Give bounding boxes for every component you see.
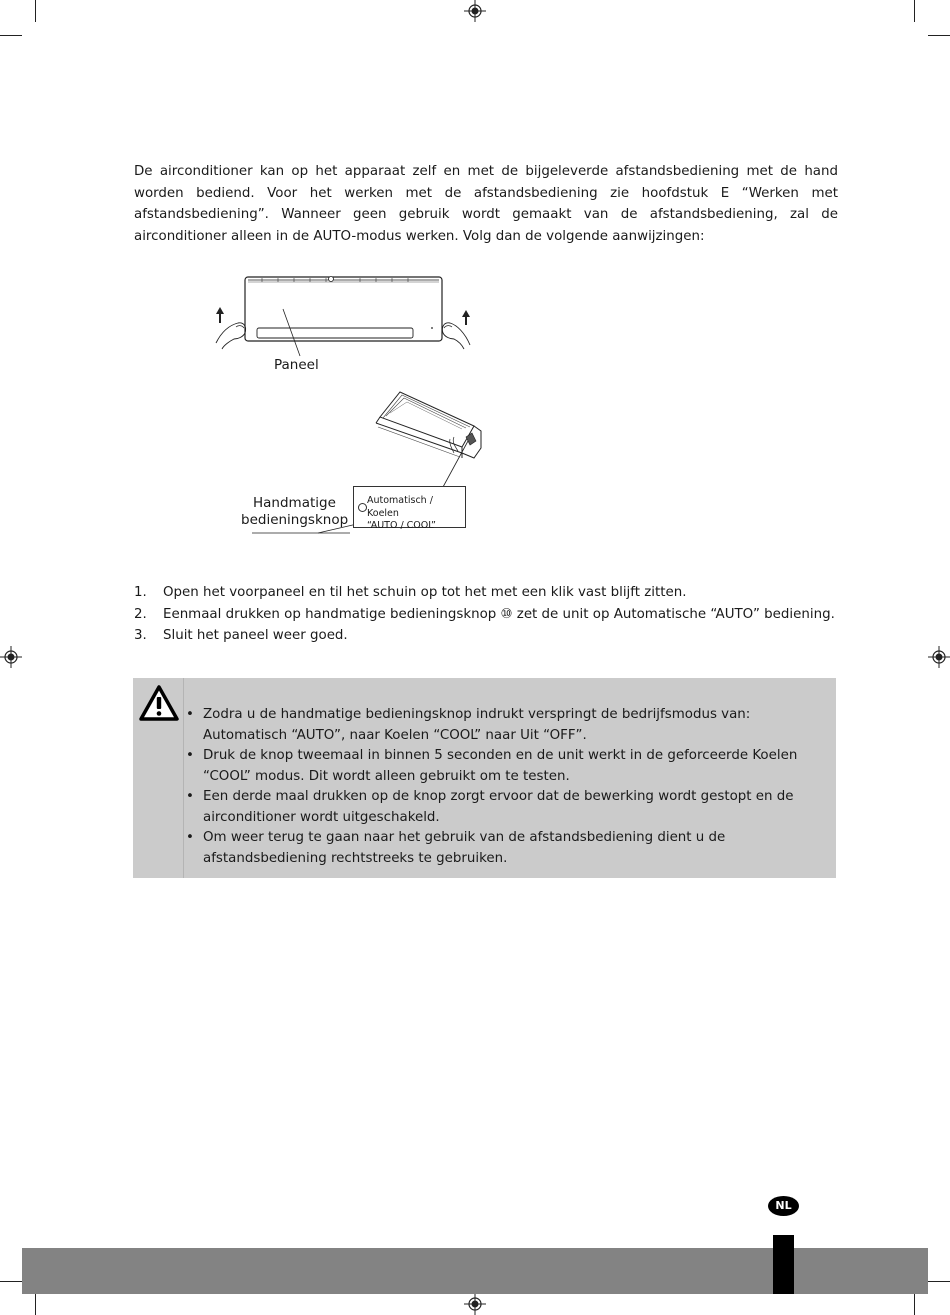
registration-mark-icon bbox=[464, 1293, 486, 1315]
warning-list bbox=[186, 705, 826, 869]
panel-label: Paneel bbox=[274, 357, 319, 373]
list-item bbox=[134, 582, 840, 604]
crop-mark bbox=[35, 1293, 36, 1315]
step-number: 2. bbox=[134, 606, 147, 622]
list-item: • Om weer terug te gaan naar het gebruik van de afstandsbediening dient u de afstandsbediening rechtstreeks te gebruiken. bbox=[186, 828, 826, 869]
step-text: Eenmaal drukken op handmatige bedieningsknop ⑩ zet de unit op Automatische “AUTO” bediening. bbox=[163, 606, 835, 622]
step-number: 3. bbox=[134, 628, 147, 644]
list-item: • Zodra u de handmatige bedieningsknop indrukt verspringt de bedrijfsmodus van: Automatisch “AUTO”, naar Koelen “COOL” naar Uit “OFF”. bbox=[186, 705, 826, 746]
step-number: 1. bbox=[134, 585, 147, 600]
crop-mark bbox=[928, 1281, 950, 1282]
registration-mark-icon bbox=[0, 646, 22, 668]
list-item: • Een derde maal drukken op de knop zorgt ervoor dat de bewerking wordt gestopt en de airconditioner wordt uitgeschakeld. bbox=[186, 787, 826, 828]
warning-triangle-icon bbox=[138, 684, 180, 722]
manual-button-label-line1: Handmatige bbox=[253, 495, 336, 511]
crop-mark bbox=[914, 1293, 915, 1315]
manual-button-label-line2: bedieningsknop bbox=[241, 512, 349, 528]
auto-cool-callout bbox=[353, 486, 466, 531]
list-item: • Druk de knop tweemaal in binnen 5 seconden en de unit werkt in de geforceerde Koelen “COOL” modus. Dit wordt alleen gebruikt om te testen. bbox=[186, 746, 826, 787]
language-badge: NL bbox=[768, 1196, 799, 1216]
crop-mark bbox=[0, 35, 22, 36]
callout-line1: Automatisch / Koelen bbox=[367, 495, 433, 519]
crop-mark bbox=[914, 0, 915, 22]
step-text: Open het voorpaneel en til het schuin op tot het met een klik vast blijft zitten. bbox=[163, 585, 687, 600]
registration-mark-icon bbox=[464, 0, 486, 22]
callout-line2: “AUTO / COOL” bbox=[367, 520, 436, 531]
footer-tab-marker bbox=[773, 1235, 794, 1294]
warning-box bbox=[133, 678, 836, 878]
intro-paragraph: De airconditioner kan op het apparaat zelf en met de bijgeleverde afstandsbediening met de hand worden bediend. Voor het werken met de afstandsbediening zie hoofdstuk E “Werken met afstandsbediening”. Wanneer geen gebruik wordt gemaakt van de afstandsbediening, zal de airconditioner alleen in de AUTO-modus werken. Volg dan de volgende aanwijzingen: bbox=[134, 164, 838, 244]
crop-mark bbox=[0, 1281, 22, 1282]
crop-mark bbox=[35, 0, 36, 22]
list-item bbox=[134, 625, 840, 647]
registration-mark-icon bbox=[928, 646, 950, 668]
instruction-steps bbox=[134, 582, 840, 647]
crop-mark bbox=[928, 35, 950, 36]
list-item bbox=[134, 604, 840, 626]
warning-divider bbox=[183, 678, 184, 878]
manual-button-icon bbox=[358, 503, 367, 512]
step-text: Sluit het paneel weer goed. bbox=[163, 628, 348, 644]
